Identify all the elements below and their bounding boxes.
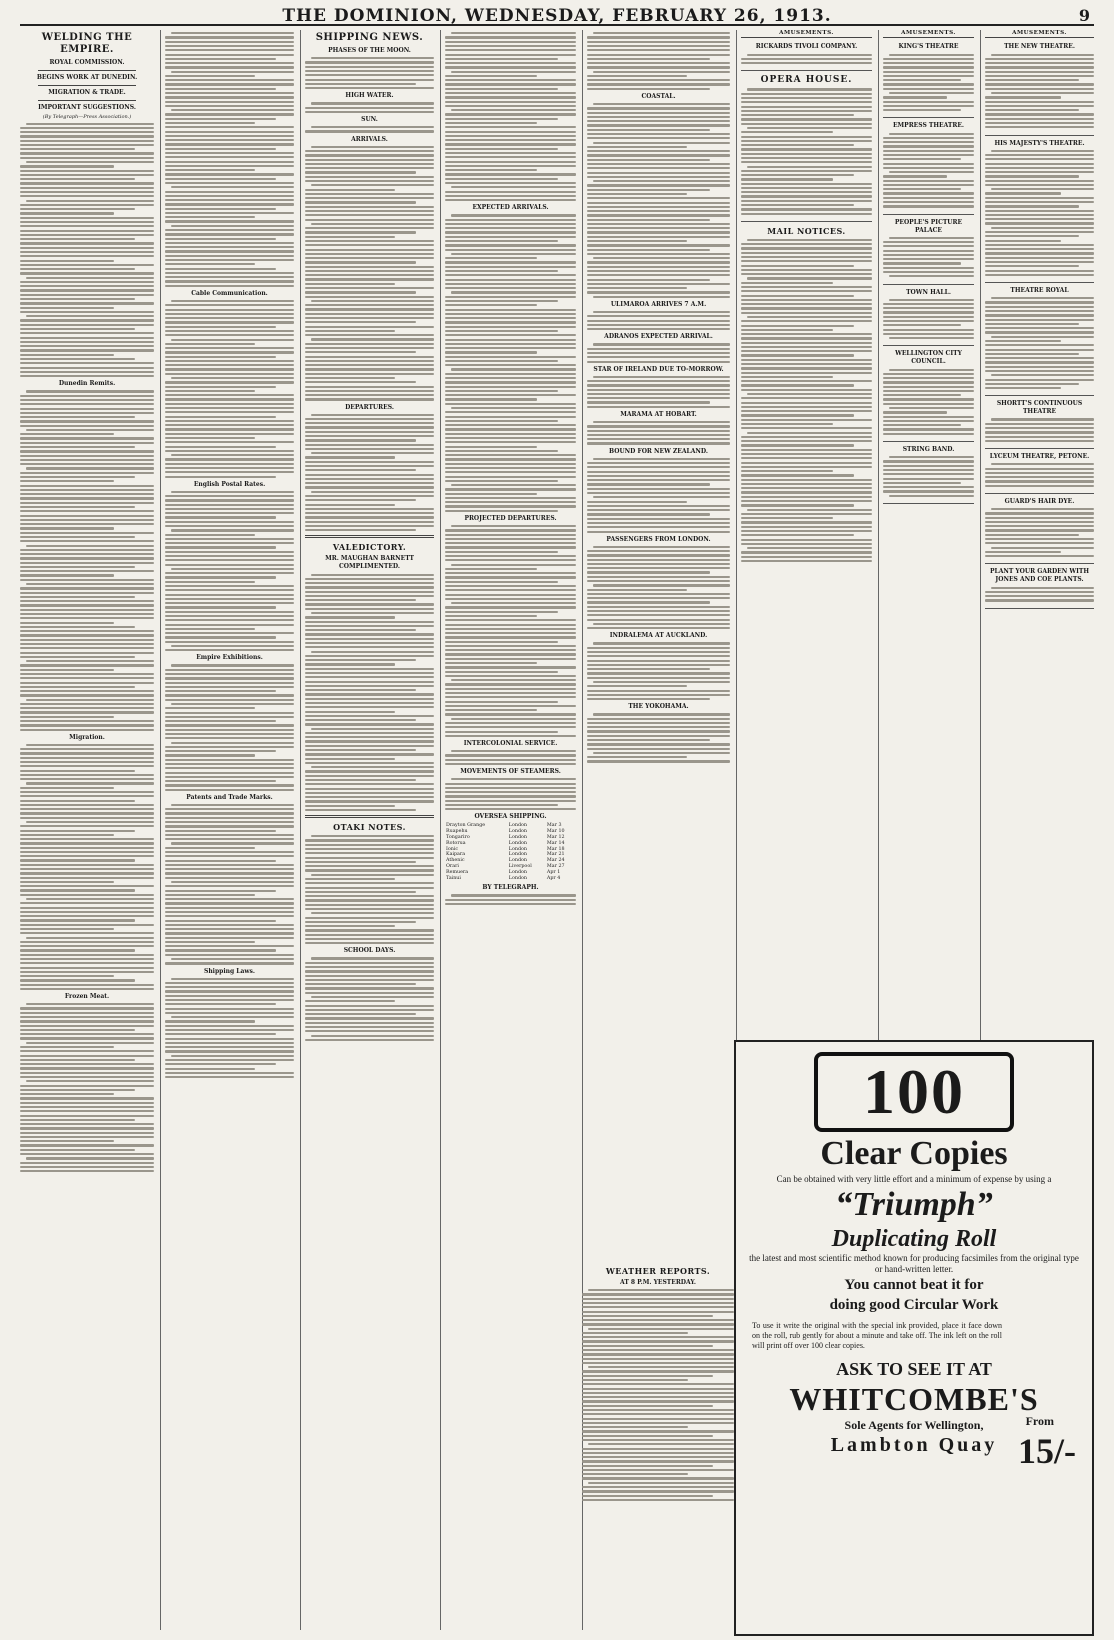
article-text [165, 32, 294, 287]
byline: (By Telegraph—Press Association.) [42, 114, 132, 120]
section-school-days: SCHOOL DAYS. [343, 947, 396, 955]
table-cell: London [508, 852, 528, 858]
ad-plant-garden [985, 566, 1094, 608]
article-text [587, 642, 730, 700]
table-cell: London [508, 875, 528, 881]
passengers-heading: PASSENGERS FROM LONDON. [606, 535, 711, 543]
table-cell: Apr 4 [546, 875, 561, 881]
table-cell: Ionic [446, 846, 459, 852]
table-cell: Remuera [446, 869, 469, 875]
divider [38, 100, 136, 101]
ad-badge-100: 100 [814, 1052, 1014, 1132]
article-text [587, 421, 730, 445]
projected-departures-heading: PROJECTED DEPARTURES. [464, 514, 557, 522]
sun-heading: SUN. [361, 116, 378, 124]
telegraph-text [445, 894, 576, 905]
subhead-barnett: MR. MAUGHAN BARNETT COMPLIMENTED. [325, 555, 414, 571]
article-text [165, 978, 294, 1079]
article-text [305, 835, 434, 944]
section-cable-communication: Cable Communication. [191, 289, 268, 297]
table-cell: Tainui [446, 875, 461, 881]
sun-table [305, 126, 434, 132]
oversea-shipping-heading: OVERSEA SHIPPING. [474, 813, 547, 821]
table-cell: Mar 27 [546, 863, 565, 869]
article-text [587, 458, 730, 533]
subhead-migration-trade: MIGRATION & TRADE. [48, 89, 126, 96]
ad-title: RICKARDS TIVOLI COMPANY. [755, 43, 858, 51]
ad-instructions: To use it write the original with the special ink provided, place it face down on the roll, rub gently for about a minute and take off. The ink left on the roll will print off over 100 clear copies. [752, 1321, 1002, 1350]
article-text [587, 343, 730, 362]
ad-title: WELLINGTON CITY COUNCIL. [895, 350, 962, 366]
adranos-heading: ADRANOS EXPECTED ARRIVAL. [604, 333, 713, 341]
article-text [165, 300, 294, 478]
yokohama-heading: THE YOKOHAMA. [628, 703, 689, 711]
ad-from-label: From [1025, 1414, 1054, 1428]
section-migration: Migration. [69, 733, 105, 741]
masthead-title: THE DOMINION, WEDNESDAY, FEBRUARY 26, 1913. [282, 6, 832, 26]
indralema-heading: INDRALEMA AT AUCKLAND. [609, 632, 708, 640]
ad-brand: “Triumph” [835, 1186, 993, 1223]
movements-text [445, 778, 576, 810]
article-text [165, 491, 294, 652]
ad-rickards [741, 41, 872, 71]
table-cell: London [508, 840, 528, 846]
section-shipping-laws: Shipping Laws. [203, 967, 256, 975]
ad-intro: Can be obtained with very little effort and a minimum of expense by using a [776, 1174, 1052, 1184]
ad-text [741, 54, 872, 65]
triumph-duplicating-roll-ad [734, 1040, 1094, 1636]
article-text [165, 804, 294, 965]
ad-wellington-city-council [883, 348, 974, 442]
ad-text [985, 508, 1094, 557]
weather-reports [582, 1262, 734, 1503]
subhead-royal-commission: ROYAL COMMISSION. [49, 59, 125, 66]
table-cell: Kaipara [446, 852, 466, 858]
high-water-heading: HIGH WATER. [345, 92, 394, 100]
movements-heading: MOVEMENTS OF STEAMERS. [460, 768, 561, 776]
table-cell: London [508, 829, 528, 835]
departures-heading: DEPARTURES. [345, 403, 394, 411]
page-number: 9 [1078, 6, 1090, 25]
weather-heading: WEATHER REPORTS. [605, 1266, 711, 1276]
ad-peoples-picture-palace [883, 217, 974, 285]
headline-otaki-notes: OTAKI NOTES. [333, 822, 406, 833]
table-cell: Orari [446, 863, 459, 869]
column-3 [300, 30, 438, 1630]
article-text [20, 1003, 154, 1172]
arrivals-text [305, 146, 434, 401]
headline-shipping-news: SHIPPING NEWS. [315, 32, 424, 43]
intercolonial-text [445, 750, 576, 765]
headline-welding-empire: WELDING THE EMPIRE. [41, 32, 133, 55]
ad-title: TOWN HALL. [906, 288, 951, 296]
table-row [445, 841, 576, 847]
moon-phases-heading: PHASES OF THE MOON. [328, 47, 411, 54]
ad-theatre-royal [985, 285, 1094, 396]
amusements-column-head: AMUSEMENTS. [985, 30, 1094, 38]
article-text [587, 376, 730, 408]
subhead-important-suggestions: IMPORTANT SUGGESTIONS. [38, 104, 136, 111]
table-cell: London [508, 858, 528, 864]
moon-table [305, 57, 434, 89]
article-text [20, 390, 154, 730]
ulimaroa-heading: ULIMAROA ARRIVES 7 A.M. [610, 300, 707, 308]
by-telegraph-heading: BY TELEGRAPH. [482, 884, 539, 892]
ad-lyceum [985, 451, 1094, 494]
article-text [305, 957, 434, 1041]
ad-kings-theatre [883, 41, 974, 118]
ad-text [985, 463, 1094, 487]
table-cell: Rotorua [446, 840, 466, 846]
ad-string-band [883, 444, 974, 504]
column-2 [160, 30, 298, 1630]
ad-circular-work: doing good Circular Work [829, 1297, 999, 1313]
ad-sole-agents: Sole Agents for Wellington, [844, 1418, 984, 1432]
ad-description: the latest and most scientific method known for producing facsimiles from the original type or hand-written letter. [749, 1253, 1079, 1274]
article-text [20, 744, 154, 990]
ad-title: GUARD'S HAIR DYE. [1004, 497, 1075, 505]
ad-price: 15/- [1018, 1431, 1076, 1471]
table-cell: London [508, 846, 528, 852]
table-cell: Mar 14 [546, 840, 565, 846]
table-cell: London [508, 834, 528, 840]
ad-text [883, 369, 974, 435]
ad-guards-hair-dye [985, 496, 1094, 564]
divider [38, 85, 136, 86]
ad-text [883, 299, 974, 340]
table-cell: Apr 1 [546, 869, 561, 875]
table-row [445, 835, 576, 841]
ad-town-hall [883, 287, 974, 347]
shipping-text [445, 32, 576, 201]
ad-title: OPERA HOUSE. [760, 75, 853, 86]
bound-nz-heading: BOUND FOR NEW ZEALAND. [609, 447, 708, 455]
ad-title: LYCEUM THEATRE, PETONE. [989, 453, 1090, 461]
ad-street: Lambton Quay [830, 1434, 998, 1456]
article-text [587, 713, 730, 762]
intercolonial-heading: INTERCOLONIAL SERVICE. [463, 740, 558, 747]
arrivals-heading: ARRIVALS. [351, 135, 388, 143]
column-4 [440, 30, 580, 1630]
marama-heading: MARAMA AT HOBART. [620, 410, 697, 418]
article-text [587, 311, 730, 330]
ad-text [985, 587, 1094, 602]
ad-title: KING'S THEATRE [898, 43, 959, 51]
ad-title: EMPRESS THEATRE. [892, 122, 965, 130]
table-cell: London [508, 869, 528, 875]
ad-new-theatre [985, 41, 1094, 135]
star-of-ireland-heading: STAR OF IRELAND DUE TO-MORROW. [593, 365, 724, 373]
ad-opera-house [741, 73, 872, 222]
coastal-heading: COASTAL. [641, 92, 676, 100]
subhead-begins-work: BEGINS WORK AT DUNEDIN. [36, 74, 138, 81]
weather-subheading: AT 8 P.M. YESTERDAY. [620, 1279, 696, 1286]
section-frozen-meat: Frozen Meat. [64, 993, 110, 1001]
ad-store-name: WHITCOMBE'S [789, 1381, 1039, 1417]
table-cell: Drayton Grange [446, 823, 486, 829]
ad-title: THE NEW THEATRE. [1004, 43, 1075, 51]
table-cell: Tongariro [446, 834, 470, 840]
ad-his-majestys [985, 138, 1094, 284]
table-cell: Mar 18 [546, 846, 565, 852]
ad-text [883, 133, 974, 208]
table-cell: Mar 3 [546, 823, 562, 829]
ad-text [883, 54, 974, 112]
divider [305, 535, 434, 538]
divider [38, 70, 136, 71]
ad-clear-copies: Clear Copies [820, 1135, 1008, 1172]
departures-text [305, 414, 434, 532]
shipping-text [587, 32, 730, 90]
table-row [445, 876, 576, 882]
ad-title: HIS MAJESTY'S THEATRE. [994, 139, 1085, 147]
projected-departures-list [445, 525, 576, 737]
mail-notices-heading: MAIL NOTICES. [767, 225, 846, 236]
article-text [20, 123, 154, 378]
ad-title: STRING BAND. [902, 446, 955, 453]
table-cell: Athenic [446, 858, 465, 864]
ad-ask-to-see: ASK TO SEE IT AT [836, 1359, 992, 1379]
tide-table [305, 102, 434, 113]
ad-subtitle: JONES AND COE PLANTS. [995, 576, 1084, 584]
table-cell: Ruapehu [446, 829, 468, 835]
section-dunedin-remits: Dunedin Remits. [58, 380, 116, 388]
table-cell: Mar 12 [546, 834, 565, 840]
ad-text [883, 456, 974, 497]
ad-product: Duplicating Roll [831, 1226, 997, 1252]
ad-text [741, 88, 872, 214]
ad-text [985, 54, 1094, 129]
ad-shortts [985, 398, 1094, 449]
headline-valedictory: VALEDICTORY. [332, 542, 407, 553]
table-row [445, 870, 576, 876]
table-cell: Mar 21 [546, 852, 565, 858]
ad-title: PLANT YOUR GARDEN WITH [989, 568, 1090, 576]
table-cell: London [508, 823, 528, 829]
section-patents-trade-marks: Patents and Trade Marks. [186, 793, 273, 801]
oversea-shipping-table [445, 823, 576, 881]
article-text [165, 664, 294, 790]
table-cell: Liverpool [508, 863, 532, 869]
masthead [20, 4, 1094, 26]
ad-text [985, 297, 1094, 389]
article-text [587, 546, 730, 630]
ad-text [883, 237, 974, 278]
expected-arrivals-list [445, 214, 576, 512]
section-empire-exhibitions: Empire Exhibitions. [196, 654, 263, 662]
coastal-text [587, 103, 730, 298]
amusements-column-head: AMUSEMENTS. [741, 30, 872, 38]
ad-title: PEOPLE'S PICTURE PALACE [894, 218, 963, 234]
ad-title: THEATRE ROYAL [1010, 287, 1069, 295]
ad-empress-theatre [883, 120, 974, 214]
section-english-postal-rates: English Postal Rates. [193, 480, 266, 488]
mail-notices-text [741, 239, 872, 562]
divider [305, 815, 434, 818]
ad-text [985, 418, 1094, 442]
amusements-column-head: AMUSEMENTS. [883, 30, 974, 38]
weather-text [582, 1289, 734, 1501]
article-text [305, 574, 434, 812]
table-cell: Mar 24 [546, 858, 565, 864]
ad-cannot-beat: You cannot beat it for [844, 1277, 984, 1293]
column-1 [20, 30, 158, 1630]
expected-arrivals-heading: EXPECTED ARRIVALS. [472, 204, 549, 212]
table-cell: Mar 10 [546, 829, 565, 835]
ad-text [985, 150, 1094, 276]
ad-title: SHORTT'S CONTINUOUS THEATRE [996, 400, 1083, 416]
